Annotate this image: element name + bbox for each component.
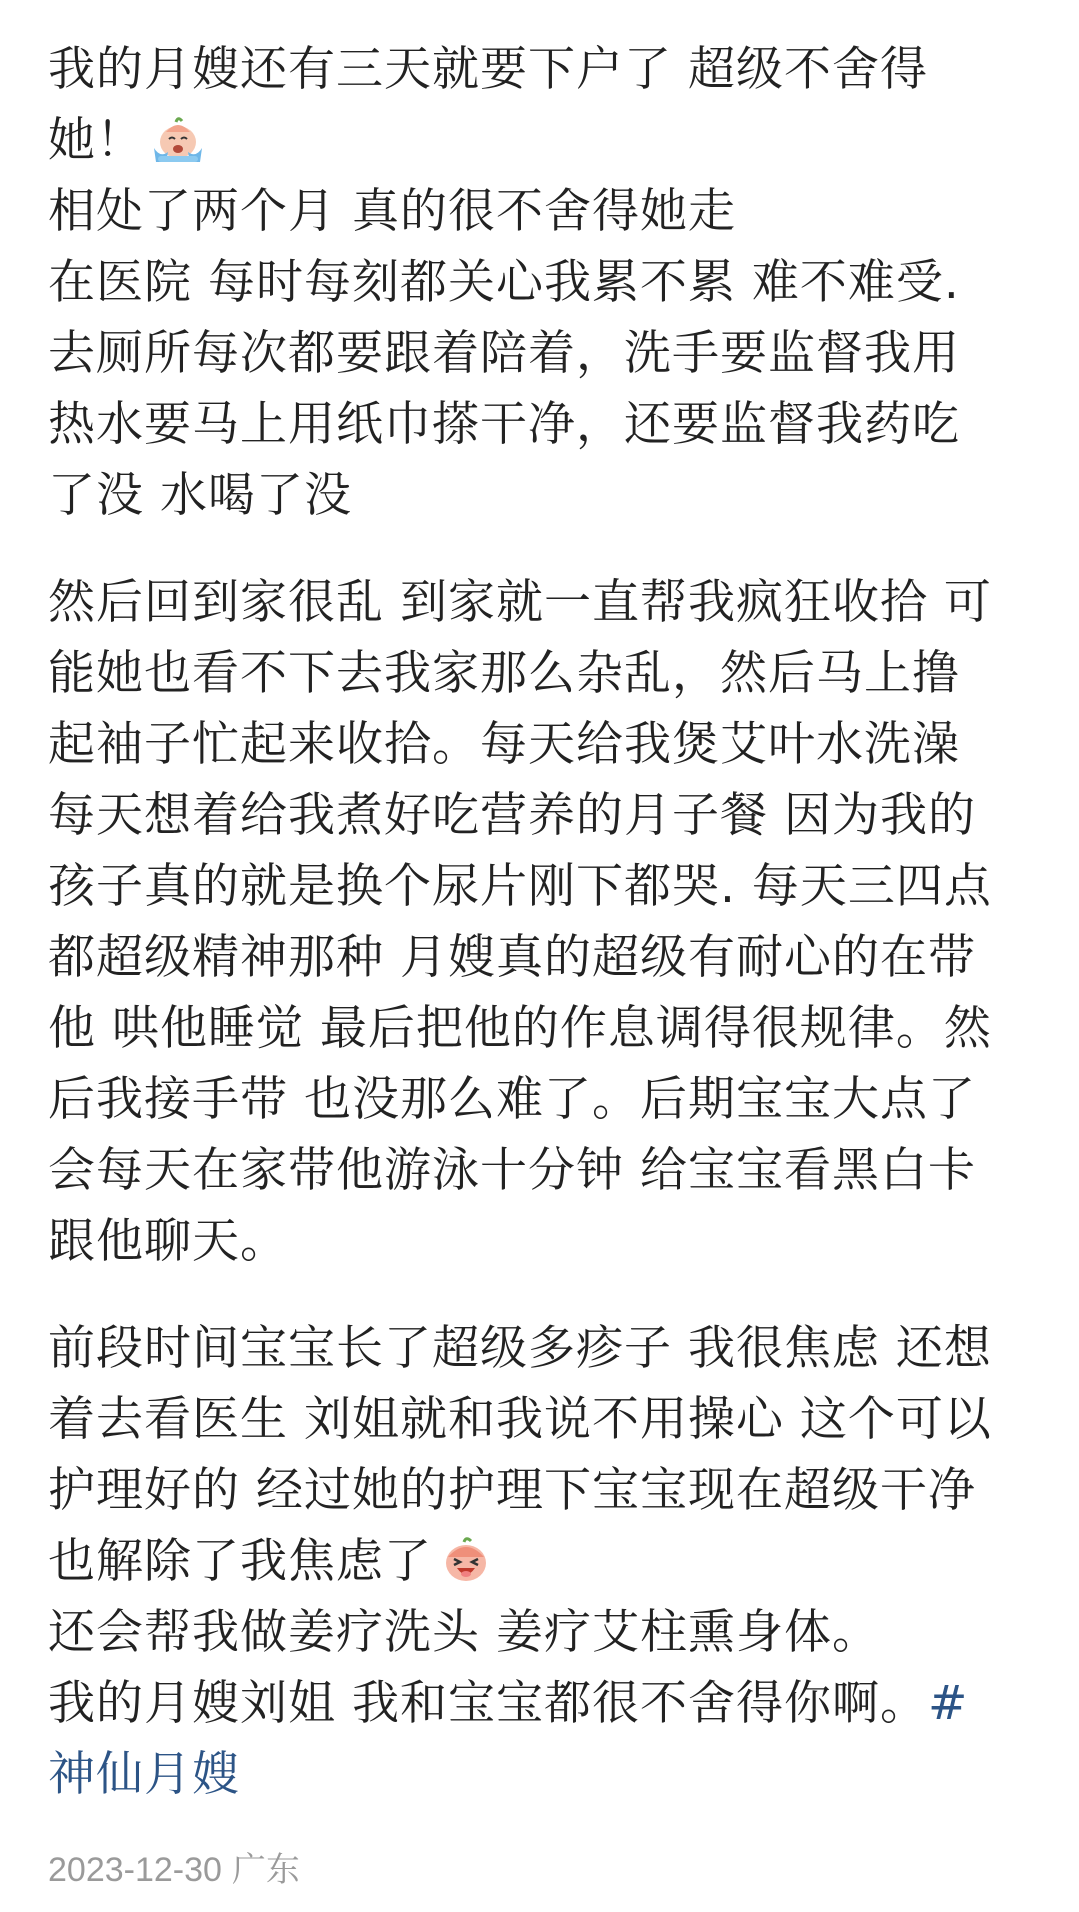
paragraph-spacer [48,1277,1038,1313]
text-line: 我的月嫂刘姐 我和宝宝都很不舍得你啊。 [48,1676,928,1731]
paragraph-spacer [48,531,1038,567]
paragraph-3 [48,1313,1038,1810]
text-line: 后我接手带 也没那么难了。后期宝宝大点了 [48,1072,976,1127]
text-line: 我的月嫂还有三天就要下户了 超级不舍得 [48,42,928,97]
post-body [48,34,1038,1810]
text-line: 相处了两个月 真的很不舍得她走 [48,184,736,239]
text-line: 前段时间宝宝长了超级多疹子 我很焦虑 还想 [48,1321,992,1376]
paragraph-1 [48,34,1038,531]
text-line-with-emoji [48,105,1038,176]
laughing-face-emoji-icon [440,1533,492,1585]
text-line: 在医院 每时每刻都关心我累不累 难不难受. [48,255,960,310]
text-line: 孩子真的就是换个尿片刚下都哭. 每天三四点 [48,859,992,914]
text-line: 也解除了我焦虑了 [48,1534,432,1589]
text-line: 能她也看不下去我家那么杂乱，然后马上撸 [48,646,960,701]
text-line-with-hashtag [48,1668,1038,1739]
text-line: 去厕所每次都要跟着陪着，洗手要监督我用 [48,326,960,381]
text-line: 每天想着给我煮好吃营养的月子餐 因为我的 [48,788,976,843]
text-line: 了没 水喝了没 [48,468,352,523]
text-line: 起袖子忙起来收拾。每天给我煲艾叶水洗澡 [48,717,960,772]
hashtag-link[interactable]: 神仙月嫂 [48,1747,240,1802]
text-line: 会每天在家带他游泳十分钟 给宝宝看黑白卡 [48,1143,976,1198]
text-line: 跟他聊天。 [48,1214,288,1269]
post-date: 2023-12-30 [48,1851,222,1889]
hashtag-marker[interactable]: # [927,1676,969,1731]
paragraph-2 [48,567,1038,1277]
text-line: 他 哄他睡觉 最后把他的作息调得很规律。然 [48,1001,992,1056]
text-line: 护理好的 经过她的护理下宝宝现在超级干净 [48,1463,976,1518]
crying-face-emoji-icon [152,112,204,164]
text-line: 着去看医生 刘姐就和我说不用操心 这个可以 [48,1392,992,1447]
post-location: 广东 [231,1851,300,1889]
text-line: 她！ [48,113,144,168]
text-line: 还会帮我做姜疗洗头 姜疗艾柱熏身体。 [48,1605,880,1660]
text-line: 都超级精神那种 月嫂真的超级有耐心的在带 [48,930,976,985]
text-line-with-emoji [48,1526,1038,1597]
post-meta [48,1848,300,1892]
text-line: 然后回到家很乱 到家就一直帮我疯狂收拾 可 [48,575,992,630]
text-line: 热水要马上用纸巾搽干净，还要监督我药吃 [48,397,960,452]
